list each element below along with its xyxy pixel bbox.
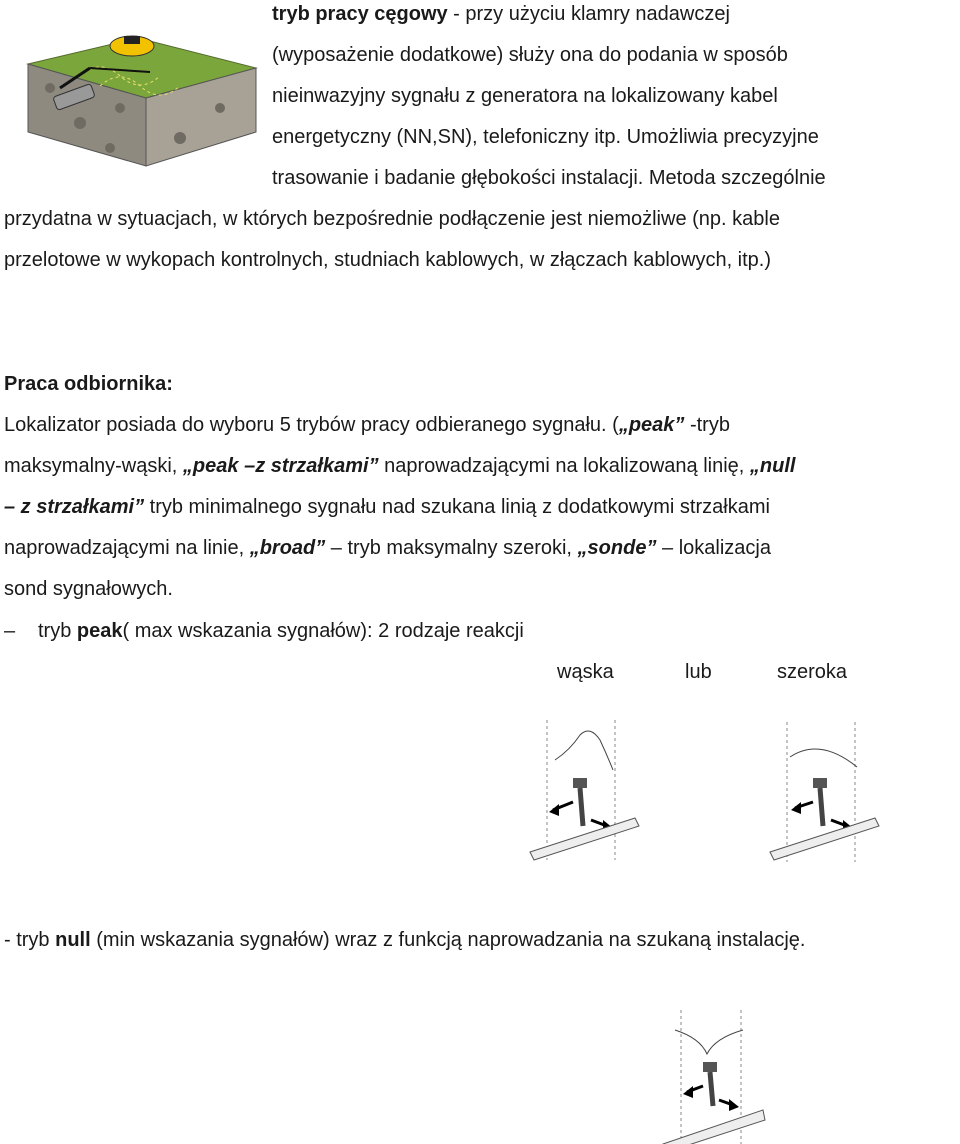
null-mode-diagram: [645, 1010, 765, 1144]
clamp-mode-title: tryb pracy cęgowy: [272, 3, 448, 25]
null-mode-line: - tryb null (min wskazania sygnałów) wraz z funkcją naprowadzania na szukaną instalację.: [4, 929, 806, 951]
label-or: lub: [685, 661, 712, 683]
intro-paragraph: tryb pracy cęgowy - przy użyciu klamry nadawczej (wyposażenie dodatkowe) służy ona do podania w sposób nieinwazyjny sygnału z generatora na lokalizowany kabel energetyczny (NN,SN), telefoniczny itp. Umożliwia precyzyjne trasowanie i badanie głębokości instalacji. Metoda szczególnie przydatna w sytuacjach, w których bezpośrednie podłączenie jest niemożliwe (np. kable przelotowe w wykopach kontrolnych, studniach kablowych, w złączach kablowych, itp.): [4, 3, 826, 271]
peak-mode-line: – tryb peak( max wskazania sygnałów): 2 rodzaje reakcji: [4, 620, 524, 642]
receiver-paragraph: Lokalizator posiada do wyboru 5 trybów pracy odbieranego sygnału. („peak” -tryb maksymalny-wąski, „peak –z strzałkami” naprowadzającymi na lokalizowaną linię, „null – z strzałkami” tryb minimalnego sygnału nad szukana linią z dodatkowymi strzałkami naprowadzającymi na linie, „broad” – tryb maksymalny szeroki, „sonde” – lokalizacja sond sygnałowych.: [4, 414, 796, 600]
label-wide: szeroka: [777, 661, 848, 683]
receiver-heading: Praca odbiornika:: [4, 373, 173, 395]
label-narrow: wąska: [557, 661, 614, 683]
narrow-peak-diagram: [525, 720, 645, 870]
wide-peak-diagram: [765, 722, 885, 872]
